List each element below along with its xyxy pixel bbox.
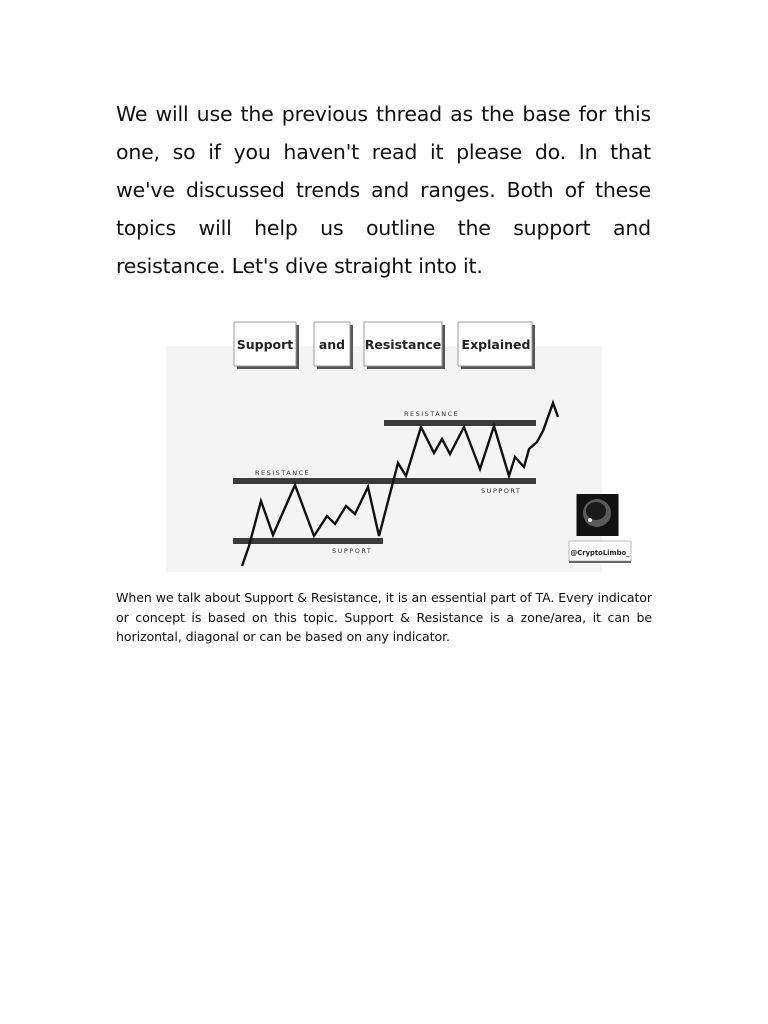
title-box-resistance [364, 322, 445, 369]
lower-support-bar [233, 538, 383, 544]
upper-support-label: SUPPORT [481, 487, 522, 495]
title-box-explained [458, 322, 535, 369]
credit-tag [569, 541, 631, 563]
upper-support-bar [384, 478, 536, 484]
credit-handle: @CryptoLimbo_ [570, 549, 630, 557]
title-word-resistance: Resistance [364, 337, 442, 352]
credit-avatar [577, 494, 619, 536]
upper-resistance-label: RESISTANCE [404, 410, 460, 418]
intro-paragraph: We will use the previous thread as the base for this one, so if you haven't read it please do. In that we've discussed trends and ranges. Both of these topics will help us outline the support and resistance. Let's dive straight into it. [116, 102, 651, 278]
title-word-and: and [318, 337, 346, 352]
title-box-and [314, 322, 353, 369]
upper-resistance-bar [384, 420, 536, 426]
lower-support-label: SUPPORT [332, 547, 373, 555]
title-word-support: Support [236, 337, 294, 352]
lower-resistance-label: RESISTANCE [255, 469, 311, 477]
support-resistance-figure [166, 320, 630, 572]
lower-resistance-bar [233, 478, 387, 484]
title-box-support [234, 322, 299, 369]
title-word-explained: Explained [461, 337, 531, 352]
figure-background [166, 346, 602, 572]
body-paragraph: When we talk about Support & Resistance, it is an essential part of TA. Every indicator or concept is based on this topic. Support & Resistance is a zone/area, it can be horizontal, diagonal or can be based on any indicator. [116, 590, 652, 644]
